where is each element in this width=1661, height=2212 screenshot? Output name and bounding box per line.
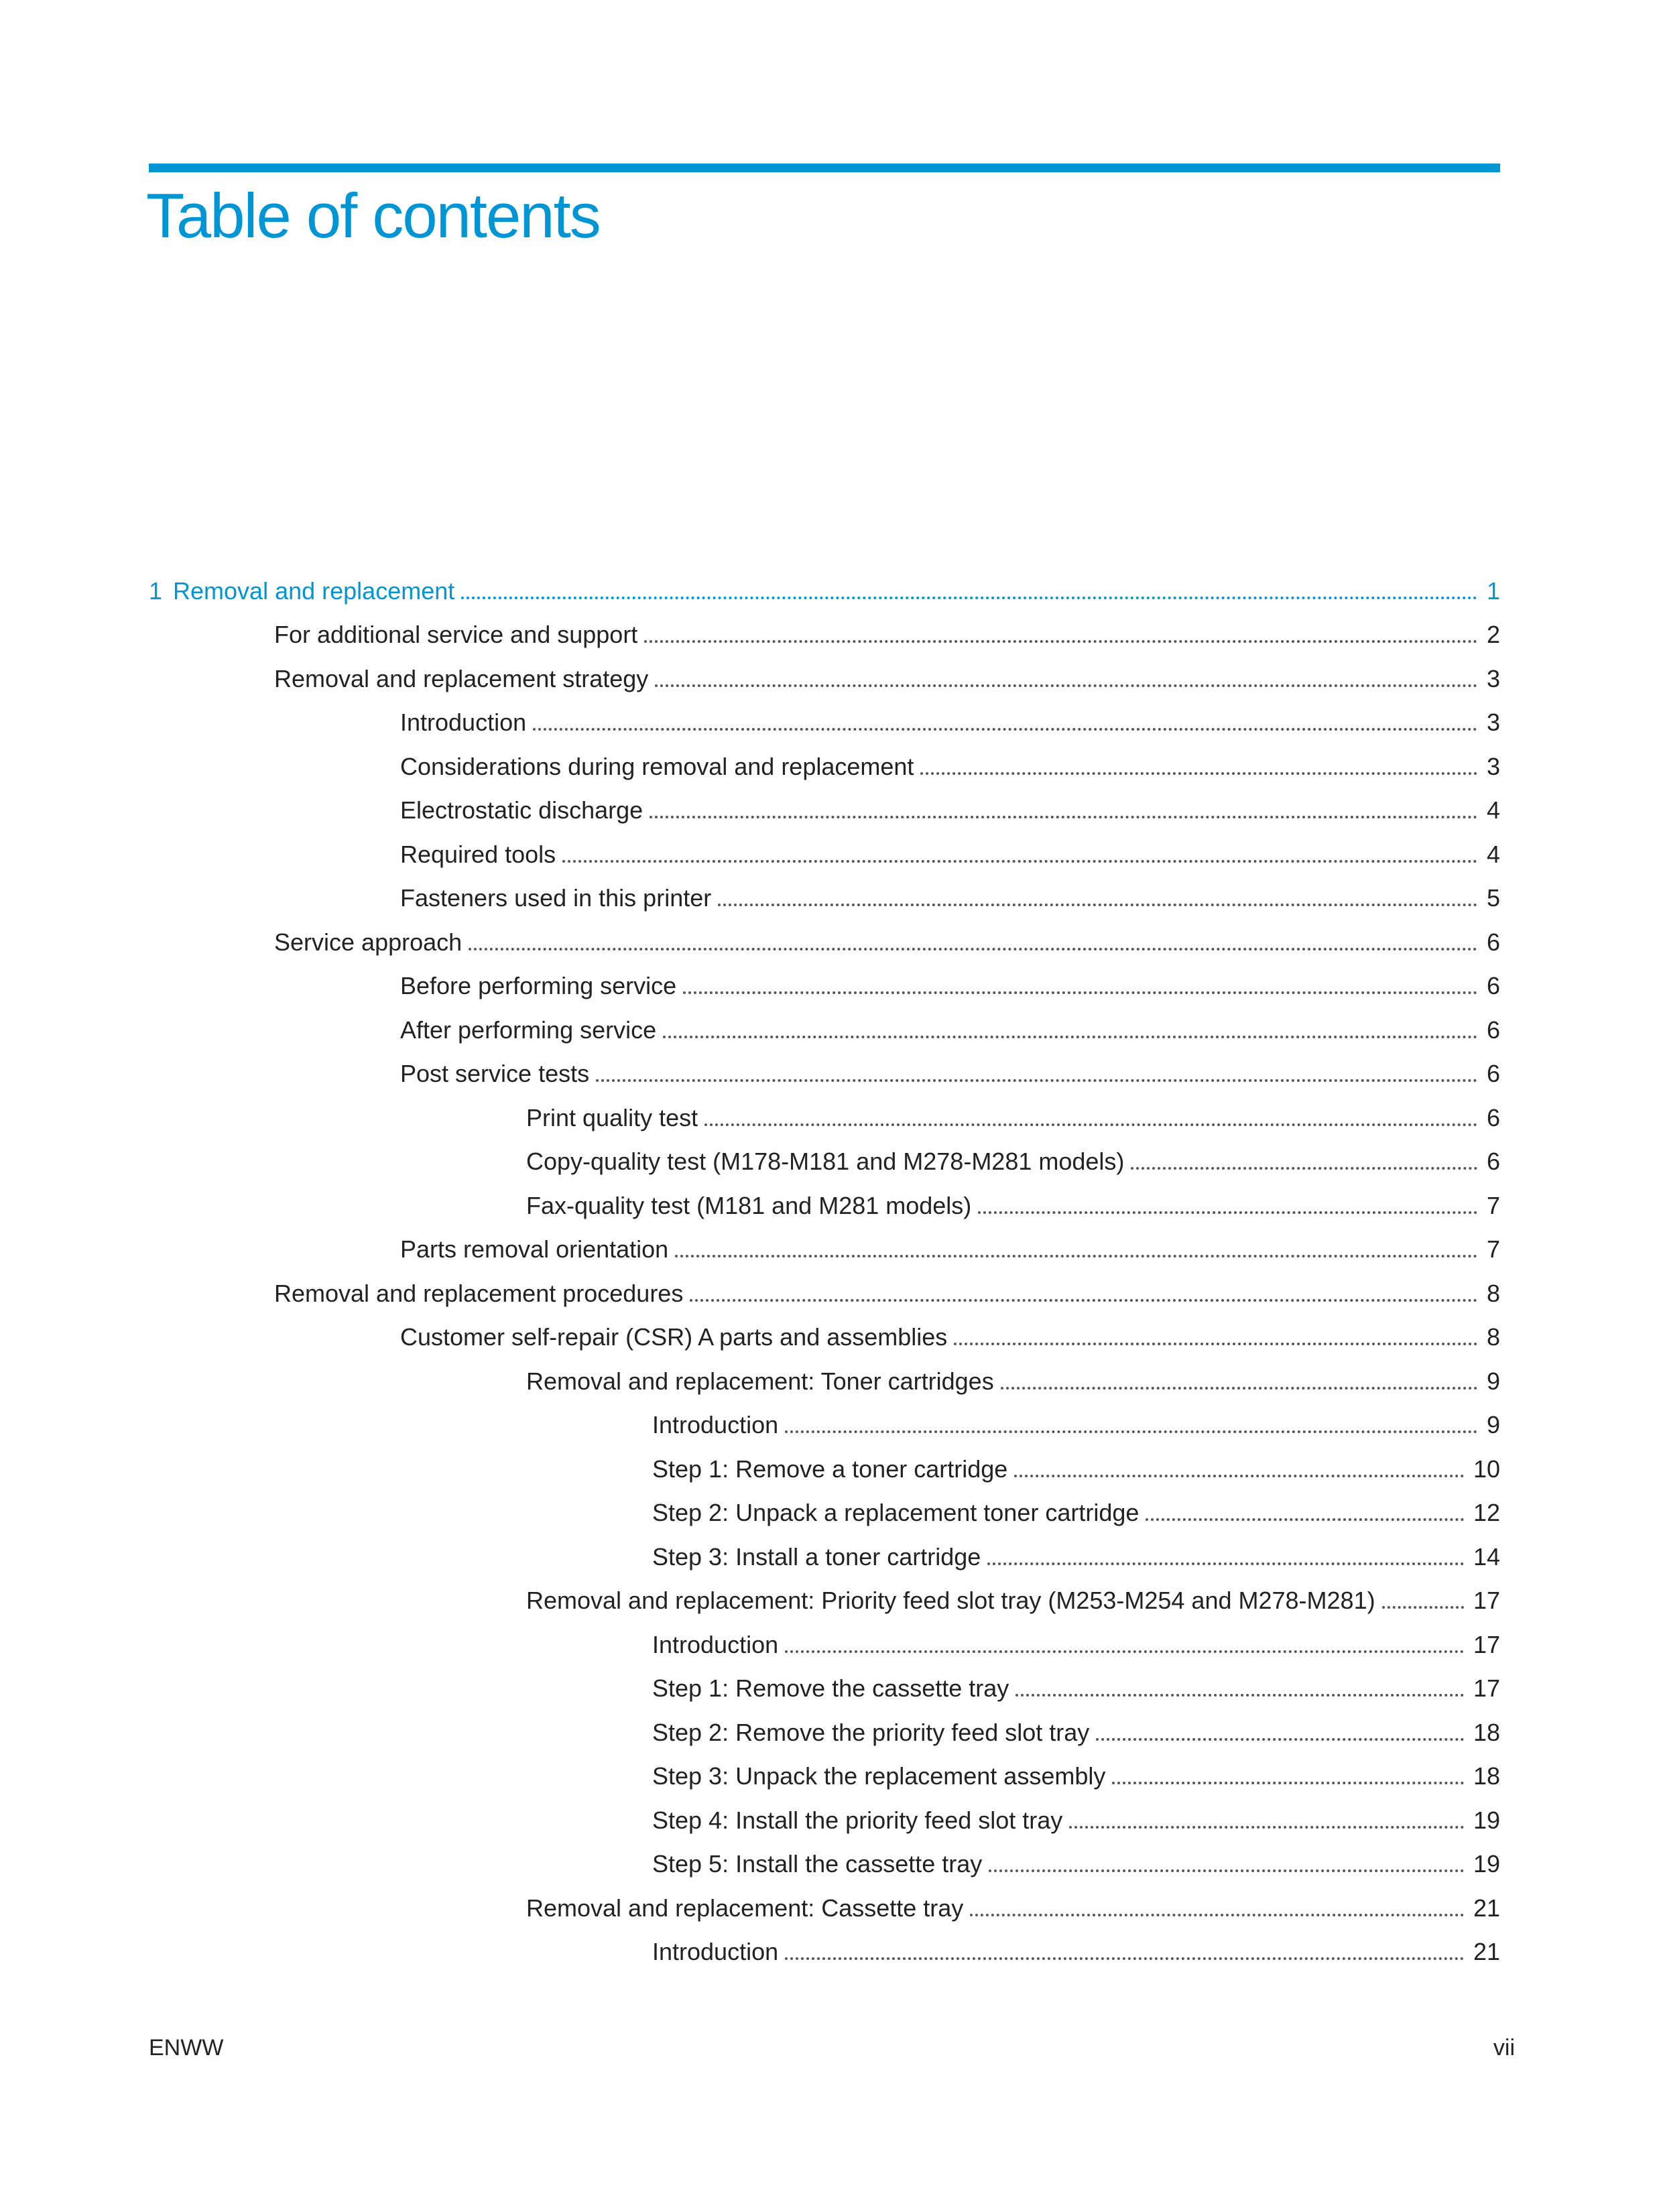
toc-entry[interactable] [149,869,1500,914]
toc-page-number: 5 [1486,884,1500,912]
toc-page-number: 3 [1486,709,1500,736]
toc-entry[interactable] [149,1528,1500,1572]
toc-dot-leader [718,904,1477,906]
toc-page-number: 3 [1486,752,1500,780]
toc-entry[interactable] [149,1089,1500,1133]
toc-page-number: 19 [1473,1806,1500,1834]
toc-entry-title: Post service tests [400,1060,590,1087]
toc-entry[interactable] [149,1045,1500,1089]
toc-page-number: 17 [1473,1587,1500,1614]
toc-entry-title: Introduction [400,709,527,736]
toc-page-number: 8 [1486,1323,1500,1351]
toc-entry-title: Considerations during removal and replacement [400,752,914,780]
toc-entry-title: Required tools [400,840,556,868]
toc-entry-title: Step 3: Install a toner cartridge [652,1542,981,1571]
toc-entry[interactable] [149,1791,1500,1835]
toc-entry-title: Fax-quality test (M181 and M281 models) [526,1191,972,1219]
toc-dot-leader [978,1211,1477,1214]
toc-dot-leader [989,1869,1464,1872]
toc-entry[interactable] [149,1221,1500,1265]
toc-entry[interactable] [149,1440,1500,1484]
toc-entry-title: Introduction [652,1630,779,1658]
toc-dot-leader [1096,1738,1464,1741]
toc-entry-title: Step 2: Remove the priority feed slot tray [652,1718,1090,1746]
toc-dot-leader [785,1957,1464,1960]
toc-page-number: 7 [1486,1191,1500,1219]
toc-dot-leader [954,1343,1477,1345]
toc-entry-title: Parts removal orientation [400,1235,669,1263]
toc-entry[interactable] [149,1703,1500,1747]
toc-dot-leader [1112,1782,1464,1784]
toc-entry-title: Removal and replacement [173,576,455,605]
toc-entry-title: Print quality test [526,1103,698,1131]
toc-dot-leader [785,1430,1477,1433]
toc-dot-leader [987,1562,1464,1565]
toc-dot-leader [1016,1694,1464,1697]
toc-dot-leader [970,1914,1464,1916]
toc-entry-title: Step 3: Unpack the replacement assembly [652,1762,1106,1790]
toc-dot-leader [644,640,1477,643]
toc-dot-leader [704,1123,1477,1126]
toc-entry[interactable] [149,606,1500,650]
toc-page-number: 9 [1486,1411,1500,1438]
toc-entry[interactable] [149,782,1500,826]
toc-entry[interactable] [149,1572,1500,1616]
toc-entry-title: Introduction [652,1938,779,1965]
toc-entry-title: Before performing service [400,972,677,999]
toc-dot-leader [675,1255,1477,1257]
toc-page-number: 6 [1486,1103,1500,1131]
footer-page-number: vii [1493,2035,1515,2061]
toc-entry[interactable] [149,1264,1500,1308]
toc-entry[interactable] [149,1396,1500,1440]
toc-dot-leader [533,728,1477,731]
toc-dot-leader [1131,1167,1477,1170]
toc-entry[interactable] [149,957,1500,1001]
toc-dot-leader [1146,1518,1464,1521]
toc-entry[interactable] [149,650,1500,694]
page-title: Table of contents [146,180,600,251]
toc-page-number: 6 [1486,972,1500,999]
toc-page-number: 14 [1473,1542,1500,1571]
toc-entry-title: Step 1: Remove a toner cartridge [652,1455,1008,1483]
toc-dot-leader [663,1036,1477,1038]
toc-page-number: 9 [1486,1367,1500,1395]
toc-entry-title: Fasteners used in this printer [400,884,712,912]
toc-entry-title: Step 2: Unpack a replacement toner cartridge [652,1499,1140,1526]
toc-entry[interactable] [149,1308,1500,1353]
toc-dot-leader [920,772,1477,775]
toc-page-number: 19 [1473,1850,1500,1878]
toc-entry[interactable] [149,1747,1500,1792]
toc-dot-leader [785,1650,1464,1653]
toc-entry-title: Removal and replacement: Toner cartridges [526,1367,994,1395]
title-rule [149,164,1500,172]
toc-dot-leader [1382,1606,1464,1609]
toc-page-number: 6 [1486,1148,1500,1175]
toc-dot-leader [562,860,1477,863]
toc-dot-leader [1001,1387,1477,1390]
toc-page-number: 6 [1486,1060,1500,1087]
toc-entry-title: Copy-quality test (M178-M181 and M278-M281 models) [526,1148,1125,1175]
toc-page-number: 10 [1473,1455,1500,1483]
toc-page-number: 3 [1486,664,1500,692]
toc-entry[interactable] [149,694,1500,738]
toc-page-number: 4 [1486,840,1500,868]
toc-entry[interactable] [149,1660,1500,1704]
toc-page-number: 8 [1486,1279,1500,1307]
toc-entry[interactable] [149,1352,1500,1396]
toc-page-number: 6 [1486,928,1500,956]
toc-page-number: 18 [1473,1718,1500,1746]
toc-entry-title: Removal and replacement procedures [274,1279,684,1307]
toc-entry[interactable] [149,1879,1500,1923]
toc-dot-leader [461,597,1477,599]
toc-page-number: 4 [1486,796,1500,824]
toc-entry-title: Customer self-repair (CSR) A parts and assemblies [400,1323,948,1351]
toc-page-number: 17 [1473,1630,1500,1658]
toc-page-number: 21 [1473,1938,1500,1965]
toc-dot-leader [596,1079,1477,1082]
toc-entry-title: Step 5: Install the cassette tray [652,1850,983,1878]
toc-entry-title: Removal and replacement: Priority feed slot tray (M253-M254 and M278-M281) [526,1587,1375,1614]
toc-entry[interactable] [149,1176,1500,1221]
toc-page-number: 2 [1486,621,1500,648]
toc-entry[interactable] [149,1835,1500,1880]
toc-entry-title: For additional service and support [274,621,638,648]
toc-dot-leader [650,816,1477,818]
toc-page-number: 21 [1473,1894,1500,1922]
toc-entry-title: Step 4: Install the priority feed slot tray [652,1806,1063,1834]
toc-dot-leader [690,1299,1477,1302]
toc-page-number: 12 [1473,1499,1500,1526]
toc-page-number: 6 [1486,1016,1500,1044]
toc-dot-leader [683,991,1477,994]
toc-page-number: 18 [1473,1762,1500,1790]
toc-entry-title: Step 1: Remove the cassette tray [652,1674,1009,1702]
toc-entry[interactable] [149,913,1500,957]
toc-dot-leader [655,684,1477,687]
toc-dot-leader [1014,1475,1464,1477]
toc-entry[interactable] [149,1923,1500,1967]
toc-page-number: 17 [1473,1674,1500,1702]
toc-entry[interactable] [149,737,1500,782]
toc-page-number: 1 [1486,576,1500,605]
toc-entry-title: Service approach [274,928,463,956]
toc-entry-title: Removal and replacement strategy [274,664,649,692]
toc-entry-title: Electrostatic discharge [400,796,643,824]
toc-entry-title: Removal and replacement: Cassette tray [526,1894,964,1922]
toc-chapter-number: 1 [149,576,163,605]
toc-chapter-entry[interactable] [149,562,1500,606]
toc-entry[interactable] [149,1484,1500,1528]
toc-page-number: 7 [1486,1235,1500,1263]
footer-doc-code: ENWW [149,2035,224,2061]
toc-dot-leader [1069,1826,1464,1829]
toc-entry[interactable] [149,1615,1500,1660]
table-of-contents [149,562,1500,1967]
toc-entry[interactable] [149,825,1500,869]
toc-dot-leader [469,948,1477,950]
toc-entry-title: Introduction [652,1411,779,1438]
toc-entry[interactable] [149,1133,1500,1177]
toc-entry-title: After performing service [400,1016,657,1044]
toc-entry[interactable] [149,1001,1500,1045]
